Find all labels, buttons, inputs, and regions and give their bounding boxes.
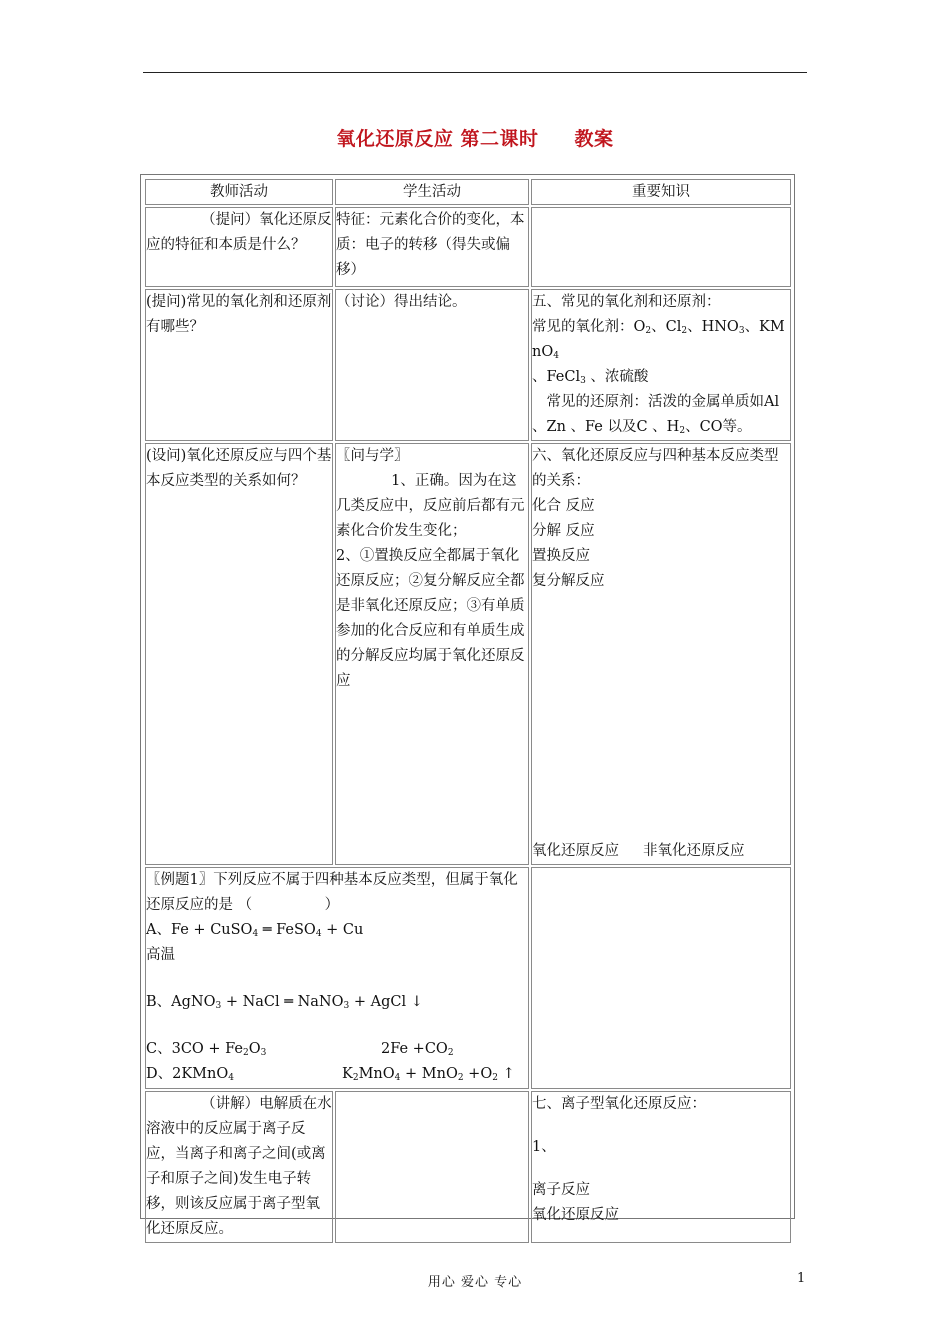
knowledge-heading: 五、常见的氧化剂和还原剂： (532, 294, 721, 310)
student-cell (335, 443, 529, 865)
document-title (0, 124, 950, 151)
venn-labels (532, 839, 745, 864)
knowledge-cell (531, 867, 791, 1089)
teacher-cell (145, 289, 333, 441)
header-teacher: 教师活动 (145, 179, 333, 205)
student-cell (335, 207, 529, 287)
teacher-text: （讲解）电解质在水溶液中的反应属于离子反应，当离子和离子之间(或离子和原子之间)发生电子转移，则该反应属于离子型氧化还原反应。 (146, 1096, 332, 1237)
teacher-cell (145, 207, 333, 287)
knowledge-cell (531, 289, 791, 441)
student-cell (335, 289, 529, 441)
knowledge-heading: 七、离子型氧化还原反应： (532, 1096, 706, 1112)
teacher-text: （提问）氧化还原反应的特征和本质是什么？ (146, 212, 332, 253)
knowledge-cell (531, 207, 791, 287)
page-number: 1 (797, 1271, 806, 1286)
header-knowledge: 重要知识 (531, 179, 791, 205)
teacher-cell (145, 1091, 333, 1243)
option-a: A、Fe + CuSO$_4$ ═ FeSO$_4$ + Cu (146, 922, 364, 939)
teacher-text: (提问)常见的氧化剂和还原剂有哪些？ (146, 294, 332, 335)
student-cell (335, 1091, 529, 1243)
table-header-row (145, 179, 791, 205)
knowledge-item-1: 1、 (532, 1139, 556, 1155)
student-heading: 〖问与学〗 (336, 448, 409, 464)
label-ionic-reaction: 离子反应 (532, 1182, 590, 1198)
reaction-type-double-decomposition: 复分解反应 (532, 573, 605, 589)
student-text: （讨论）得出结论。 (336, 294, 467, 310)
reductants-line: 常见的还原剂：活泼的金属单质如Al 、Zn 、Fe 以及C 、$H_2$、CO等。 (532, 394, 780, 436)
teacher-cell (145, 443, 333, 865)
table-row (145, 867, 791, 1089)
title-suffix: 教案 (574, 128, 614, 150)
student-text: 特征：元素化合价的变化，本质：电子的转移（得失或偏移） (336, 212, 525, 278)
option-d: D、2KMnO$_4$ $K_2MnO_4 + MnO_2 +O_2$ ↑ (146, 1066, 515, 1083)
condition-high-temp: 高温 (146, 947, 175, 963)
reaction-type-decomposition: 分解 反应 (532, 523, 595, 539)
label-redox: 氧化还原反应 (532, 843, 619, 859)
oxidants-line: 常见的氧化剂：$O_2$、$Cl_2$、$HNO_3$、KMnO$_4$ (532, 319, 785, 361)
knowledge-heading: 六、氧化还原反应与四种基本反应类型的关系： (532, 448, 779, 489)
knowledge-cell (531, 443, 791, 865)
knowledge-cell (531, 1091, 791, 1243)
table-row (145, 1091, 791, 1243)
table-row (145, 443, 791, 865)
table-row (145, 289, 791, 441)
reaction-type-combination: 化合 反应 (532, 498, 595, 514)
title-main: 氧化还原反应 第二课时 (336, 128, 539, 150)
option-c: C、$3CO + Fe_2O_3$ $2Fe +CO_2$ (146, 1041, 454, 1058)
header-rule (143, 72, 807, 73)
example-cell (145, 867, 529, 1089)
table-row (145, 207, 791, 287)
example-question: 〖例题1〗下列反应不属于四种基本反应类型，但属于氧化还原反应的是 （ ） (146, 872, 518, 913)
student-answer-1: 1、正确。因为在这几类反应中，反应前后都有元素化合价发生变化； (336, 473, 525, 539)
label-redox-reaction: 氧化还原反应 (532, 1207, 619, 1223)
reaction-type-displacement: 置换反应 (532, 548, 590, 564)
student-answer-2: 2、①置换反应全都属于氧化还原反应；②复分解反应全都是非氧化还原反应；③有单质参加的化合反应和有单质生成的分解反应均属于氧化还原反应 (336, 548, 525, 689)
page-footer: 用心 爱心 专心 (427, 1275, 523, 1290)
label-non-redox: 非氧化还原反应 (643, 843, 745, 859)
lesson-plan-table (143, 177, 793, 1245)
teacher-text: (设问)氧化还原反应与四个基本反应类型的关系如何？ (146, 448, 332, 489)
header-student: 学生活动 (335, 179, 529, 205)
option-b: B、AgNO$_3$ + NaCl ═ NaNO$_3$ + AgCl ↓ (146, 994, 423, 1011)
oxidants-line-2: 、FeCl$_3$ 、浓硫酸 (532, 369, 649, 386)
